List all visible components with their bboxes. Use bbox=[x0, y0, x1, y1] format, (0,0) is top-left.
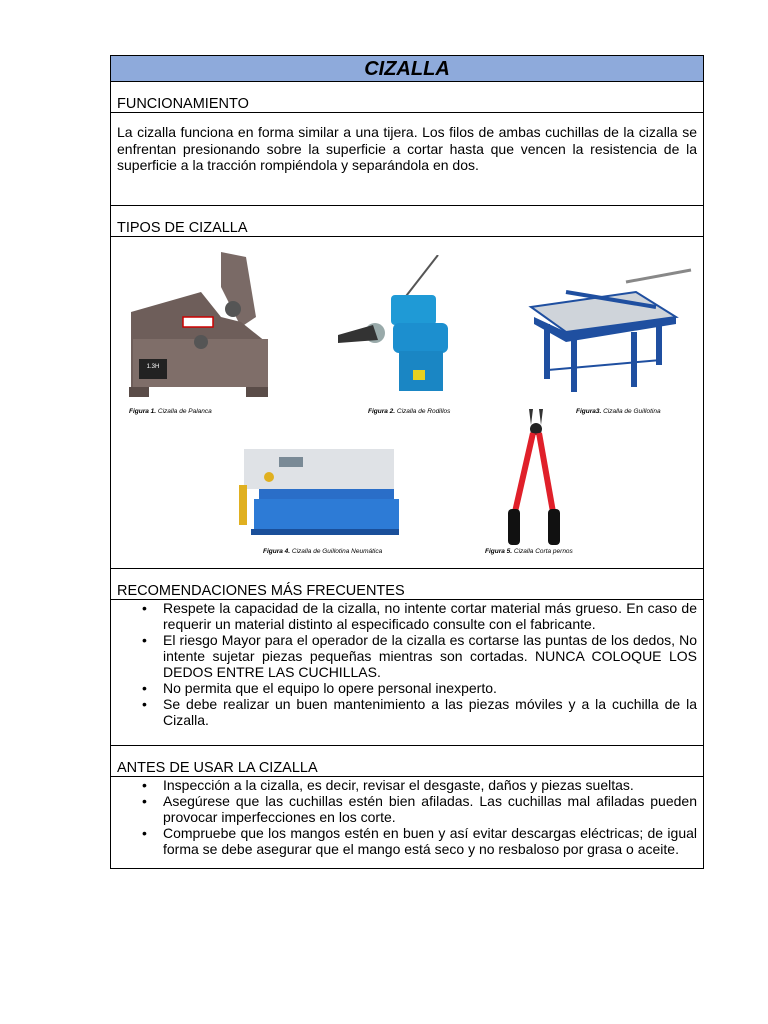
figure-2-caption: Figura 2. Cizalla de Rodillos bbox=[368, 408, 451, 415]
funcionamiento-text: La cizalla funciona en forma similar a una tijera. Los filos de ambas cuchillas de la cizalla se enfrentan presionando sobre la superficie a cortar hasta que vencen la resistencia de la superficie a la tracción rompiéndola y separándola en dos. bbox=[111, 113, 703, 206]
figure-1-caption: Figura 1. Cizalla de Palanca bbox=[129, 408, 212, 415]
pneumatic-guillotine-image bbox=[229, 437, 404, 542]
page-title: CIZALLA bbox=[111, 56, 703, 82]
figures-panel bbox=[111, 237, 703, 569]
lever-shear-image bbox=[121, 247, 276, 407]
antes-list bbox=[111, 777, 703, 868]
section-heading-antes: ANTES DE USAR LA CIZALLA bbox=[111, 746, 703, 777]
list-item: • Asegúrese que las cuchillas estén bien afiladas. Las cuchillas mal afiladas pueden provocar imperfecciones en los corte. bbox=[163, 793, 697, 825]
section-heading-funcionamiento: FUNCIONAMIENTO bbox=[111, 82, 703, 113]
document-table bbox=[110, 55, 704, 869]
bolt-cutter-image bbox=[491, 407, 581, 552]
section-heading-recomendaciones: RECOMENDACIONES MÁS FRECUENTES bbox=[111, 569, 703, 600]
list-item: • Se debe realizar un buen mantenimiento a las piezas móviles y a la cuchilla de la Cizalla. bbox=[163, 696, 697, 728]
guillotine-shear-image bbox=[526, 262, 696, 397]
list-item: • El riesgo Mayor para el operador de la cizalla es cortarse las puntas de los dedos, No intente sujetar piezas pequeñas mientras son cortadas. NUNCA COLOQUE LOS DEDOS ENTRE LAS CUCHILLAS. bbox=[163, 632, 697, 680]
list-item: • No permita que el equipo lo opere personal inexperto. bbox=[163, 680, 697, 696]
list-item: • Inspección a la cizalla, es decir, revisar el desgaste, daños y piezas sueltas. bbox=[163, 777, 697, 793]
machine-plate: 1.3H bbox=[146, 364, 160, 370]
section-heading-tipos: TIPOS DE CIZALLA bbox=[111, 206, 703, 237]
figure-5-caption: Figura 5. Cizalla Corta pernos bbox=[485, 548, 573, 555]
list-item: • Respete la capacidad de la cizalla, no intente cortar material más grueso. En caso de requerir un material distinto al especificado consulte con el fabricante. bbox=[163, 600, 697, 632]
list-item: • Compruebe que los mangos estén en buen y así evitar descargas eléctricas; de igual forma se debe asegurar que el mango está seco y no resbaloso por grasa o aceite. bbox=[163, 825, 697, 857]
roller-shear-image bbox=[333, 255, 473, 395]
recomendaciones-list bbox=[111, 600, 703, 746]
figure-3-caption: Figura3. Cizalla de Guillotina bbox=[576, 408, 661, 415]
figure-4-caption: Figura 4. Cizalla de Guillotina Neumática bbox=[263, 548, 383, 555]
